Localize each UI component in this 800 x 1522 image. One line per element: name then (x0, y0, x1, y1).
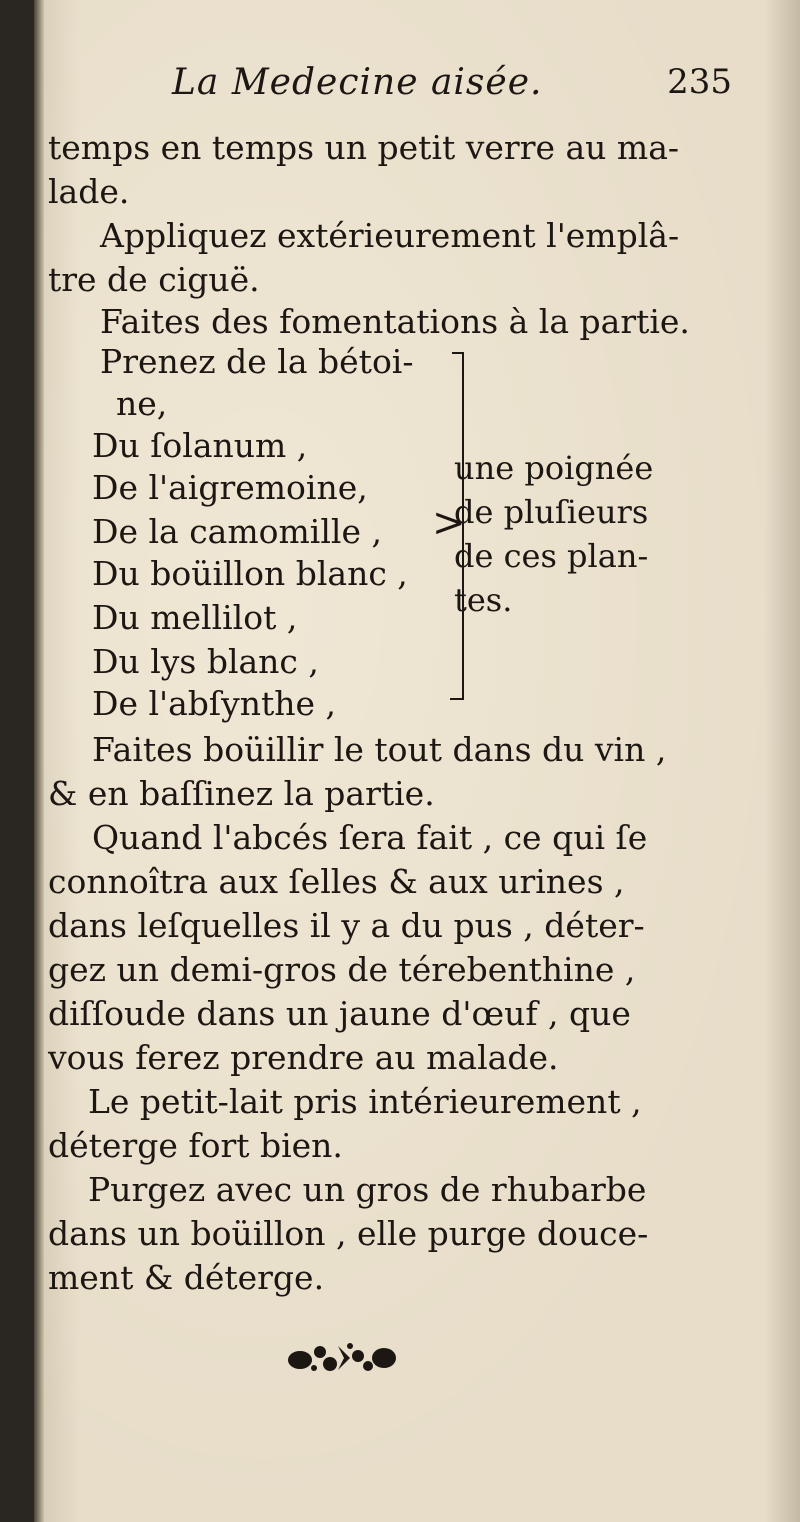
brace-point-icon: > (432, 500, 466, 546)
text-line: tre de ciguë. (48, 260, 260, 299)
plant-item: Du mellilot , (92, 598, 298, 637)
book-spine (34, 0, 44, 1522)
brace-text-line: tes. (454, 581, 513, 619)
running-title: La Medecine aisée. (172, 62, 543, 103)
plant-item: De l'abſynthe , (92, 684, 337, 723)
text-line: Prenez de la bétoi- (100, 342, 414, 381)
text-line: déterge fort bien. (48, 1126, 343, 1165)
text-line: Faites des fomentations à la partie. (100, 302, 690, 341)
fleuron-ornament-icon (284, 1338, 400, 1378)
page-number: 235 (667, 62, 732, 102)
text-line: diſſoude dans un jaune d'œuf , que (48, 994, 631, 1033)
text-line: Appliquez extérieurement l'emplâ- (100, 216, 680, 255)
brace-bottom (450, 676, 464, 700)
page-edge-shadow (764, 0, 800, 1522)
text-line: gez un demi-gros de térebenthine , (48, 950, 636, 989)
text-line: Quand l'abcés ſera fait , ce qui ſe (92, 818, 648, 857)
text-line: ne, (116, 384, 168, 423)
plant-item: Du lys blanc , (92, 642, 319, 681)
book-page (34, 0, 800, 1522)
text-line: vous ferez prendre au malade. (48, 1038, 559, 1077)
text-line: & en baſſinez la partie. (48, 774, 435, 813)
text-line: lade. (48, 172, 130, 211)
text-line: Faites boüillir le tout dans du vin , (92, 730, 667, 769)
brace-text-line: de ces plan- (454, 537, 649, 575)
text-line: temps en temps un petit verre au ma- (48, 128, 680, 167)
plant-item: Du ſolanum , (92, 426, 308, 465)
plant-item: De l'aigremoine, (92, 468, 368, 507)
plant-item: Du boüillon blanc , (92, 554, 408, 593)
text-line: dans un boüillon , elle purge douce- (48, 1214, 649, 1253)
text-line: Purgez avec un gros de rhubarbe (88, 1170, 647, 1209)
brace-text-line: de pluſieurs (454, 493, 649, 531)
text-line: dans leſquelles il y a du pus , déter- (48, 906, 645, 945)
page-header (172, 62, 732, 112)
text-line: ment & déterge. (48, 1258, 325, 1297)
brace-top (452, 352, 464, 374)
brace-annotation (454, 446, 684, 622)
text-line: Le petit-lait pris intérieurement , (88, 1082, 642, 1121)
plant-item: De la camomille , (92, 512, 382, 551)
text-line: connoîtra aux ſelles & aux urines , (48, 862, 625, 901)
brace-text-line: une poignée (454, 449, 654, 487)
